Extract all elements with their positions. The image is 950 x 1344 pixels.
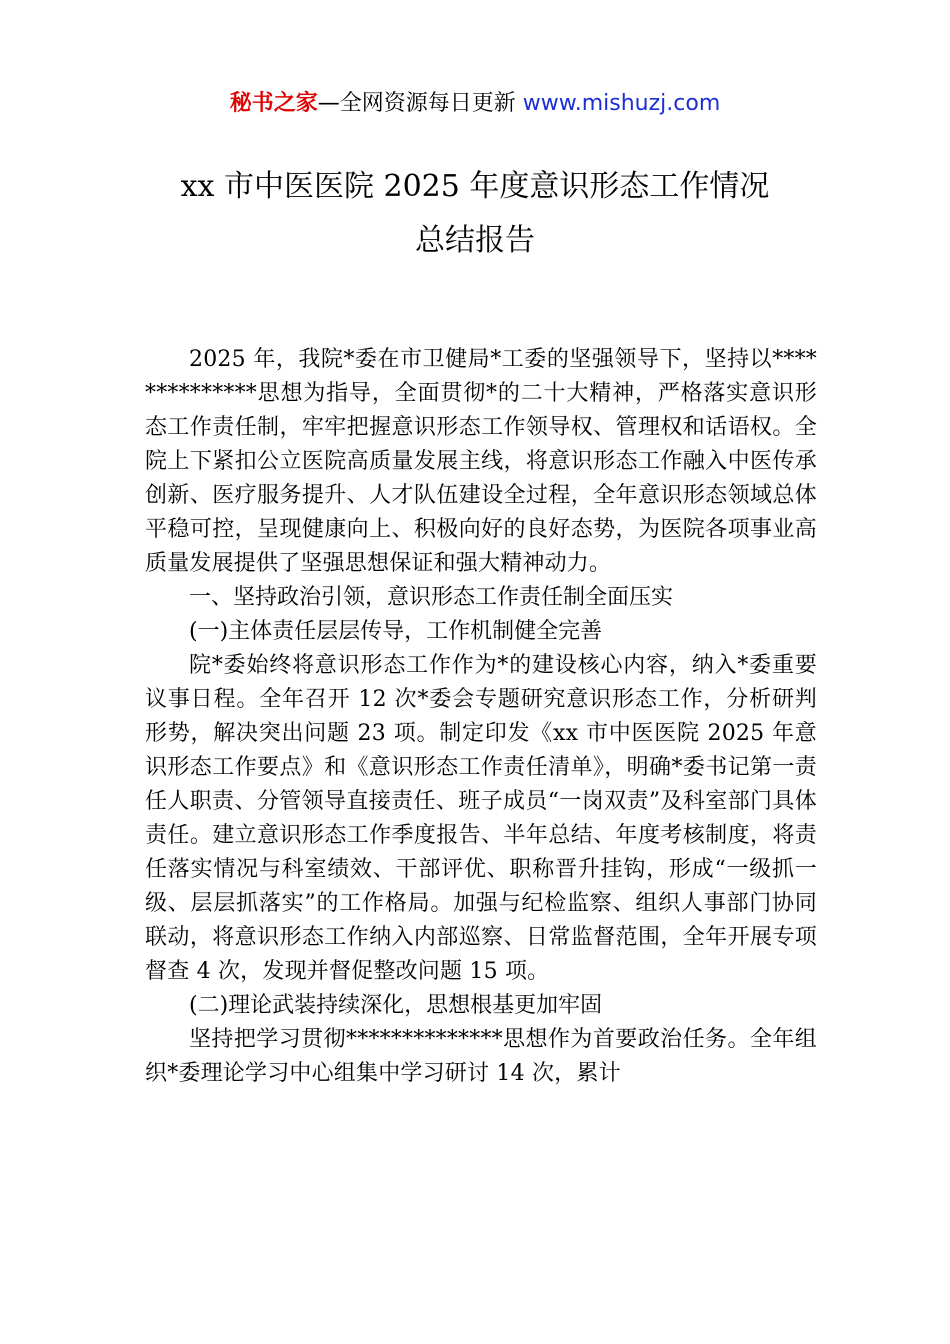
document-title	[0, 160, 950, 268]
brand-name: 秘书之家	[229, 91, 318, 116]
subsection-heading-2: (二)理论武装持续深化，思想根基更加牢固	[189, 993, 603, 1018]
title-line-2: 总结报告	[415, 223, 535, 258]
site-url-link[interactable]: www.mishuzj.com	[522, 91, 721, 116]
site-banner	[0, 88, 950, 120]
banner-tagline: —全网资源每日更新	[317, 91, 523, 116]
intro-paragraph: 2025 年，我院*委在市卫健局*工委的坚强领导下，坚持以**************思想为指导，全面贯彻*的二十大精神，严格落实意识形态工作责任制，牢牢把握意识形态工作领导权、管理权和话语权。全院上下紧扣公立医院高质量发展主线，将意识形态工作融入中医传承创新、医疗服务提升、人才队伍建设全过程，全年意识形态领域总体平稳可控，呈现健康向上、积极向好的良好态势，为医院各项事业高质量发展提供了坚强思想保证和强大精神动力。	[145, 347, 817, 576]
section-heading-1: 一、坚持政治引领，意识形态工作责任制全面压实	[189, 585, 674, 610]
subsection-paragraph-2: 坚持把学习贯彻**************思想作为首要政治任务。全年组织*委理论学习中心组集中学习研讨 14 次，累计	[145, 1027, 817, 1086]
subsection-paragraph-1: 院*委始终将意识形态工作作为*的建设核心内容，纳入*委重要议事日程。全年召开 12 次*委会专题研究意识形态工作，分析研判形势，解决突出问题 23 项。制定印发《xx 市中医医院 2025 年意识形态工作要点》和《意识形态工作责任清单》，明确*委书记第一责任人职责、分管领导直接责任、班子成员“一岗双责”及科室部门具体责任。建立意识形态工作季度报告、半年总结、年度考核制度，将责任落实情况与科室绩效、干部评优、职称晋升挂钩，形成“一级抓一级、层层抓落实”的工作格局。加强与纪检监察、组织人事部门协同联动，将意识形态工作纳入内部巡察、日常监督范围，全年开展专项督查 4 次，发现并督促整改问题 15 项。	[145, 653, 817, 984]
title-line-1: xx 市中医医院 2025 年度意识形态工作情况	[180, 169, 770, 204]
subsection-heading-1: (一)主体责任层层传导，工作机制健全完善	[189, 619, 603, 644]
document-body	[145, 343, 817, 1091]
